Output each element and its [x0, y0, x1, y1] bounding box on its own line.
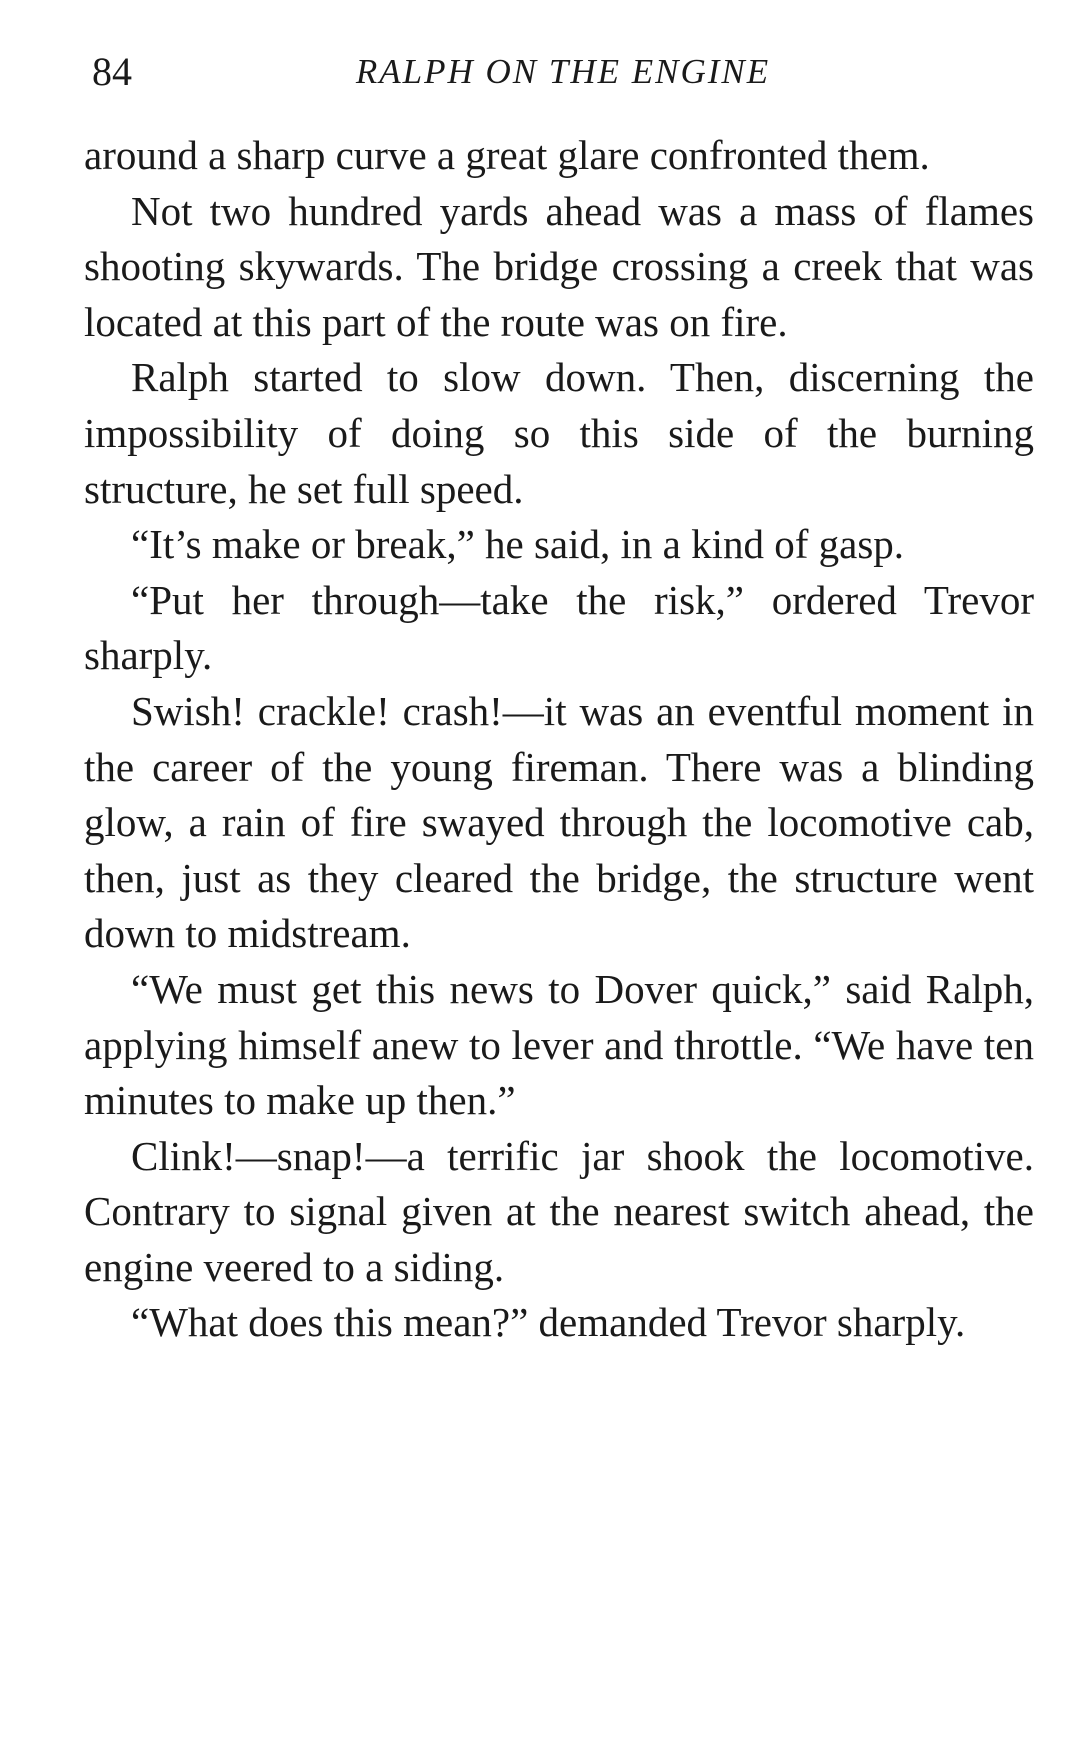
paragraph: “What does this mean?” demanded Trevor sharply.	[131, 1299, 966, 1346]
paragraph: Clink!—snap!—a terrific jar shook the locomotive. Contrary to signal given at the nearest switch ahead, the engine veered to a siding.	[84, 1132, 1034, 1290]
page-number: 84	[92, 49, 132, 94]
paragraph: “Put her through—take the risk,” ordered Trevor sharply.	[84, 576, 1034, 679]
page-header	[88, 38, 1038, 98]
paragraph: Not two hundred yards ahead was a mass of flames shooting skywards. The bridge crossing a creek that was located at this part of the route was on fire.	[84, 187, 1034, 345]
body-text	[84, 128, 1034, 1351]
paragraph: Swish! crackle! crash!—it was an eventful moment in the career of the young fireman. There was a blinding glow, a rain of fire swayed through the locomotive cab, then, just as they cleared the bridge, the structure went down to midstream.	[84, 687, 1034, 957]
running-head: RALPH ON THE ENGINE	[355, 52, 771, 91]
paragraph: around a sharp curve a great glare confronted them.	[84, 132, 930, 178]
paragraph: “We must get this news to Dover quick,” said Ralph, applying himself anew to lever and throttle. “We have ten minutes to make up then.”	[84, 965, 1034, 1124]
paragraph: “It’s make or break,” he said, in a kind of gasp.	[131, 521, 905, 568]
paragraph: Ralph started to slow down. Then, discerning the impossibility of doing so this side of the burning structure, he set full speed.	[84, 354, 1034, 512]
